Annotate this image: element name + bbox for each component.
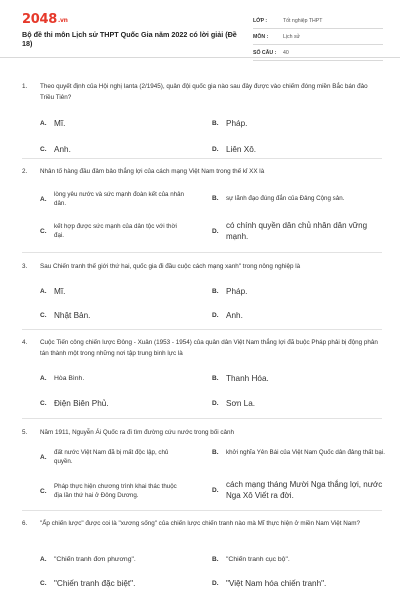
option-text: Mĩ. — [54, 287, 66, 296]
question-body: Năm 1911, Nguyễn Ái Quốc ra đi tìm đường cứu nước trong bối cảnh — [40, 429, 235, 436]
option-b[interactable] — [212, 287, 247, 296]
option-b[interactable] — [212, 556, 290, 563]
option-text: Liên Xô. — [226, 145, 257, 154]
divider — [22, 510, 382, 511]
divider — [22, 418, 382, 419]
meta-label: SỐ CÂU : — [253, 49, 277, 56]
option-letter: B. — [212, 120, 219, 127]
option-letter: B. — [212, 288, 219, 295]
option-b[interactable] — [212, 119, 247, 128]
option-text: kết hợp được sức mạnh của dân tộc với thời đại. — [54, 223, 177, 239]
option-letter: B. — [212, 556, 219, 563]
site-logo[interactable] — [22, 12, 68, 27]
option-text: Hòa Bình. — [54, 375, 85, 382]
question-text — [22, 337, 382, 359]
option-c[interactable] — [40, 222, 184, 240]
option-d[interactable] — [212, 221, 391, 242]
option-letter: B. — [212, 375, 219, 382]
question-text — [22, 261, 382, 272]
option-text: Pháp thực hiện chương trình khai thác thuộc địa lần thứ hai ở Đông Dương. — [54, 483, 177, 499]
question-text — [22, 427, 382, 438]
question-number: 3. — [22, 263, 28, 270]
meta-table — [253, 13, 383, 61]
option-text: Anh. — [226, 311, 243, 320]
option-b[interactable] — [212, 194, 386, 203]
question-body: Cuộc Tiến công chiến lược Đông - Xuân (1953 - 1954) của quân dân Việt Nam thắng lợi đã buộc Pháp phải bị động phân tán thành một trong những nơi tập trung binh lực là — [40, 339, 378, 357]
option-letter: D. — [212, 487, 219, 494]
page-header — [0, 0, 400, 58]
question-body: "Ấp chiến lược" được coi là "xương sống" của chiến lược chiến tranh nào mà Mĩ thực hiện ở miền Nam Việt Nam? — [40, 520, 361, 527]
option-text: "Chiến tranh đơn phương". — [54, 556, 136, 563]
question-text — [22, 81, 382, 103]
option-letter: B. — [212, 195, 219, 202]
option-text: Anh. — [54, 145, 71, 154]
option-letter: D. — [212, 400, 219, 407]
question-number: 1. — [22, 83, 28, 90]
question-number: 4. — [22, 339, 28, 346]
option-c[interactable] — [40, 399, 109, 408]
meta-value: 40 — [283, 49, 289, 56]
question-number: 2. — [22, 168, 28, 175]
option-text: "Chiến tranh cục bộ". — [226, 556, 290, 563]
option-c[interactable] — [40, 579, 135, 588]
option-text: sự lãnh đạo đúng đắn của Đảng Cộng sản. — [226, 195, 345, 202]
option-b[interactable] — [212, 448, 386, 457]
meta-value: Tốt nghiệp THPT — [283, 17, 323, 24]
option-d[interactable] — [212, 311, 243, 320]
question-body: Sau Chiến tranh thế giới thứ hai, quốc gia đi đầu cuộc cách mạng xanh" trong nông nghiệp là — [40, 263, 301, 270]
option-letter: C. — [40, 400, 47, 407]
meta-row-class — [253, 13, 383, 29]
option-text: "Việt Nam hóa chiến tranh". — [226, 579, 327, 588]
option-letter: B. — [212, 449, 219, 456]
option-c[interactable] — [40, 311, 90, 320]
option-letter: D. — [212, 312, 219, 319]
question-text — [22, 518, 382, 529]
meta-row-subject — [253, 29, 383, 45]
question-text — [22, 166, 382, 177]
meta-label: LỚP : — [253, 17, 268, 24]
option-letter: C. — [40, 580, 47, 587]
option-text: "Chiến tranh đặc biệt". — [54, 579, 136, 588]
option-text: lòng yêu nước và sức mạnh đoàn kết của nhân dân. — [54, 191, 184, 207]
logo-text: 2048 — [22, 12, 57, 27]
divider — [22, 329, 382, 330]
document-title: Bộ đề thi môn Lịch sử THPT Quốc Gia năm 2022 có lời giải (Đề 18) — [22, 30, 237, 48]
option-letter: C. — [40, 146, 47, 153]
option-a[interactable] — [40, 190, 184, 208]
option-d[interactable] — [212, 145, 256, 154]
question-body: Theo quyết định của Hội nghị Ianta (2/1945), quân đội quốc gia nào sau đây được vào chiếm đóng miền Bắc bán đảo Triều Tiên? — [40, 83, 368, 101]
option-text: Pháp. — [226, 287, 248, 296]
option-text: cách mạng tháng Mười Nga thắng lợi, nước Nga Xô Viết ra đời. — [226, 480, 383, 500]
option-letter: A. — [40, 556, 47, 563]
option-letter: D. — [212, 580, 219, 587]
option-letter: A. — [40, 120, 47, 127]
question-number: 5. — [22, 429, 28, 436]
option-c[interactable] — [40, 482, 184, 500]
option-text: Thanh Hóa. — [226, 374, 269, 383]
option-a[interactable] — [40, 448, 184, 466]
option-d[interactable] — [212, 480, 391, 501]
option-d[interactable] — [212, 399, 255, 408]
option-letter: A. — [40, 288, 47, 295]
meta-row-count — [253, 45, 383, 61]
option-text: Sơn La. — [226, 399, 256, 408]
option-a[interactable] — [40, 119, 65, 128]
logo-suffix: .vn — [57, 17, 68, 24]
option-text: Pháp. — [226, 119, 248, 128]
option-c[interactable] — [40, 145, 71, 154]
option-text: Điện Biên Phủ. — [54, 399, 109, 408]
meta-label: MÔN : — [253, 33, 269, 40]
option-letter: C. — [40, 487, 47, 495]
question-number: 6. — [22, 520, 28, 527]
divider — [22, 158, 382, 159]
option-b[interactable] — [212, 374, 269, 383]
option-d[interactable] — [212, 579, 326, 588]
option-text: Nhật Bản. — [54, 311, 91, 320]
option-text: đất nước Việt Nam đã bị mất độc lập, chủ quyền. — [54, 449, 169, 465]
option-letter: A. — [40, 453, 47, 461]
option-letter: D. — [212, 228, 219, 235]
option-text: có chính quyền dân chủ nhân dân vững mạnh. — [226, 221, 368, 241]
option-letter: C. — [40, 312, 47, 319]
option-letter: C. — [40, 227, 47, 235]
option-text: khởi nghĩa Yên Bái của Việt Nam Quốc dân đảng thất bại. — [226, 449, 385, 456]
option-letter: A. — [40, 195, 47, 203]
meta-value: Lịch sử — [283, 33, 301, 40]
option-a[interactable] — [40, 287, 65, 296]
option-text: Mĩ. — [54, 119, 66, 128]
option-letter: A. — [40, 375, 47, 382]
divider — [22, 252, 382, 253]
option-a[interactable] — [40, 375, 84, 382]
question-body: Nhân tố hàng đầu đảm bảo thắng lợi của cách mạng Việt Nam trong thế kỉ XX là — [40, 168, 265, 175]
option-a[interactable] — [40, 556, 136, 563]
option-letter: D. — [212, 146, 219, 153]
